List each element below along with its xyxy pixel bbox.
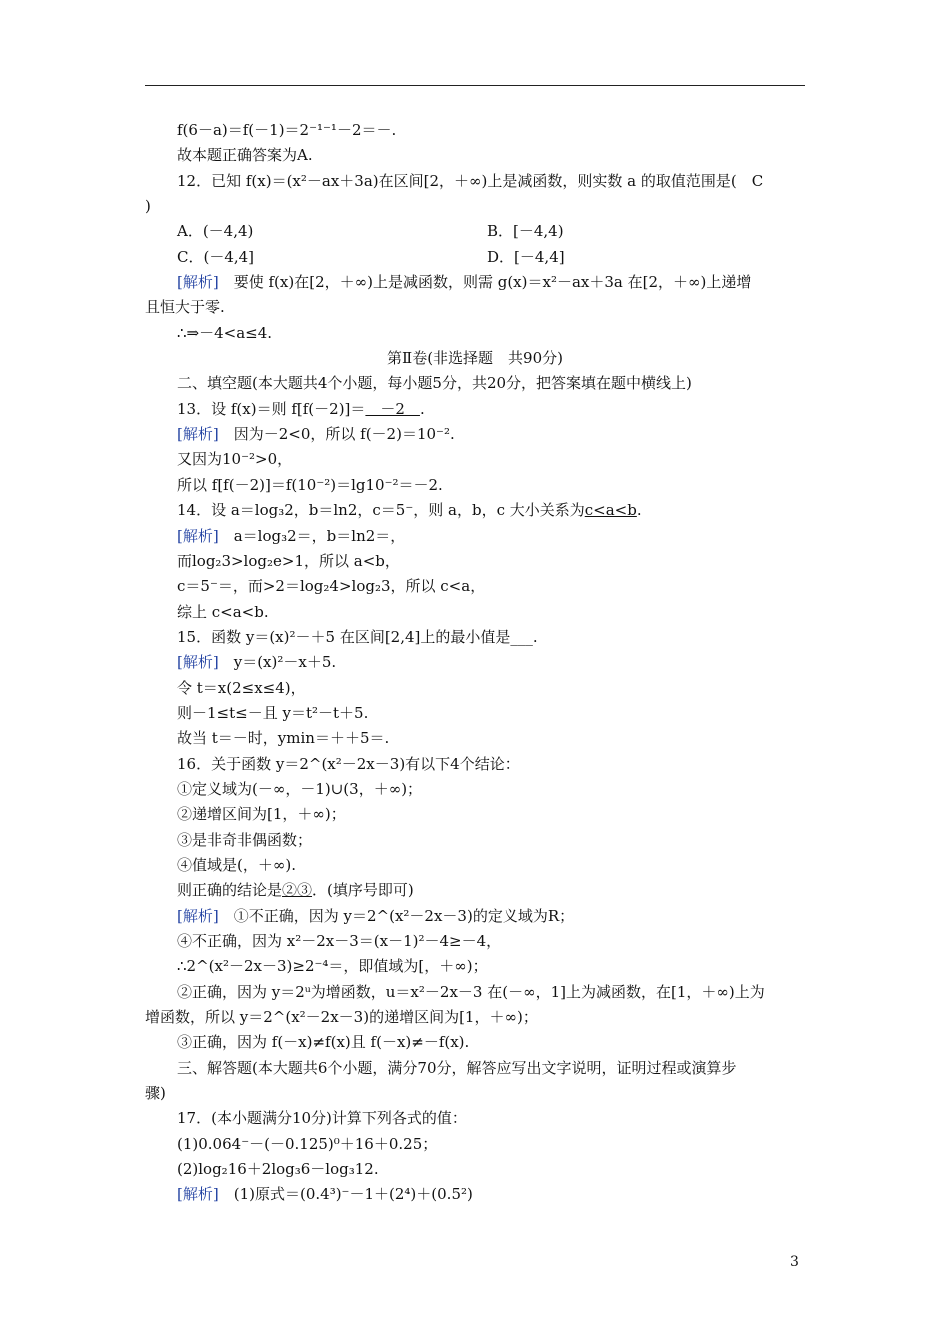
option-d: D．[－4,4] <box>487 247 565 266</box>
analysis-line <box>145 650 805 675</box>
page-number: 3 <box>790 1254 799 1270</box>
answer-blank: c<a<b <box>584 501 637 520</box>
option-a: A．(－4,4) <box>177 222 254 241</box>
text-line: ②递增区间为[1，＋∞)； <box>177 805 346 824</box>
text-line: (1)0.064⁻－(－0.125)⁰＋16＋0.25； <box>177 1134 438 1153</box>
option-b: B．[－4,4) <box>487 222 564 241</box>
section-title: 第Ⅱ卷(非选择题 共90分) <box>387 349 563 368</box>
section-heading: 三、解答题(本大题共6个小题，满分70分，解答应写出文字说明，证明过程或演算步 <box>177 1058 737 1077</box>
question-16-answer: 则正确的结论是②③．(填序号即可) <box>177 881 414 900</box>
document-body <box>145 118 805 1208</box>
text-line: ) <box>145 197 151 216</box>
text-line: 增函数，所以 y＝2^(x²－2x－3)的递增区间为[1，＋∞)； <box>145 1008 538 1027</box>
analysis-line <box>145 1182 805 1207</box>
question-17: 17．(本小题满分10分)计算下列各式的值： <box>177 1109 467 1128</box>
analysis-line <box>145 270 805 295</box>
question-15: 15．函数 y＝(x)²－＋5 在区间[2,4]上的最小值是___. <box>177 627 538 646</box>
analysis-text: 因为－2<0，所以 f(－2)＝10⁻². <box>233 425 455 444</box>
text-line: 且恒大于零. <box>145 298 225 317</box>
text-line: 故当 t＝－时，ymin＝＋＋5＝. <box>177 729 390 748</box>
text-line: ④不正确，因为 x²－2x－3＝(x－1)²－4≥－4， <box>177 932 502 950</box>
text-line: (2)log₂16＋2log₃6－log₃12. <box>177 1160 379 1179</box>
analysis-label: [解析] <box>177 1185 219 1204</box>
text-line: 综上 c<a<b. <box>177 602 269 621</box>
analysis-label: [解析] <box>177 653 219 672</box>
answer-blank: ②③ <box>282 881 313 900</box>
analysis-text: 要使 f(x)在[2，＋∞)上是减函数，则需 g(x)＝x²－ax＋3a 在[2，＋∞)上递增 <box>233 273 752 292</box>
header-rule <box>145 85 805 86</box>
text-line: ③正确，因为 f(－x)≠f(x)且 f(－x)≠－f(x). <box>177 1033 470 1052</box>
text-line: 而log₂3>log₂e>1，所以 a<b， <box>177 551 400 570</box>
text-line: f(6－a)＝f(－1)＝2⁻¹⁻¹－2＝－. <box>177 121 397 139</box>
analysis-text: y＝(x)²－x＋5. <box>233 653 337 672</box>
analysis-text: (1)原式＝(0.4³)⁻－1＋(2⁴)＋(0.5²) <box>233 1185 473 1204</box>
question-14: 14．设 a＝log₃2，b＝ln2，c＝5⁻，则 a，b，c 大小关系为c<a<b. <box>177 501 642 520</box>
question-16: 16．关于函数 y＝2^(x²－2x－3)有以下4个结论： <box>177 754 520 773</box>
text-line: 骤) <box>145 1084 166 1103</box>
question-13: 13．设 f(x)＝则 f[f(－2)]＝ －2 . <box>177 399 425 418</box>
text-line: ∴2^(x²－2x－3)≥2⁻⁴＝，即值域为[，＋∞)； <box>177 957 488 976</box>
analysis-line <box>145 904 805 929</box>
text-line: 又因为10⁻²>0， <box>177 450 293 469</box>
analysis-label: [解析] <box>177 425 219 444</box>
analysis-line <box>145 422 805 447</box>
options-row-1 <box>145 219 805 244</box>
analysis-label: [解析] <box>177 906 219 925</box>
text-line: ③是非奇非偶函数； <box>177 830 313 849</box>
analysis-label: [解析] <box>177 526 219 545</box>
option-c: C．(－4,4] <box>177 247 255 266</box>
answer-blank: －2 <box>365 399 420 418</box>
analysis-text: a＝log₃2＝，b＝ln2＝， <box>233 526 406 545</box>
options-row-2 <box>145 245 805 270</box>
text-line: ∴⇒－4<a≤4. <box>177 323 273 342</box>
question-12: 12．已知 f(x)＝(x²－ax＋3a)在区间[2，＋∞)上是减函数，则实数 a 的取值范围是( C <box>177 171 764 190</box>
text-line: 故本题正确答案为A. <box>177 146 313 165</box>
text-line: 则－1≤t≤－且 y＝t²－t＋5. <box>177 703 369 722</box>
text-line: ①定义域为(－∞，－1)∪(3，＋∞)； <box>177 779 423 798</box>
analysis-label: [解析] <box>177 273 219 292</box>
text-line: c＝5⁻＝，而>2＝log₂4>log₂3，所以 c<a， <box>177 577 486 596</box>
text-line: ④值域是(，＋∞). <box>177 855 296 874</box>
text-line: ②正确，因为 y＝2ᵘ为增函数，u＝x²－2x－3 在(－∞，1]上为减函数，在[1，＋∞)上为 <box>177 982 765 1001</box>
text-line: 所以 f[f(－2)]＝f(10⁻²)＝lg10⁻²＝－2. <box>177 475 443 494</box>
analysis-line <box>145 524 805 549</box>
section-heading: 二、填空题(本大题共4个小题，每小题5分，共20分，把答案填在题中横线上) <box>177 374 692 393</box>
analysis-text: ①不正确，因为 y＝2^(x²－2x－3)的定义域为R； <box>233 906 575 925</box>
text-line: 令 t＝x(2≤x≤4)， <box>177 678 306 697</box>
